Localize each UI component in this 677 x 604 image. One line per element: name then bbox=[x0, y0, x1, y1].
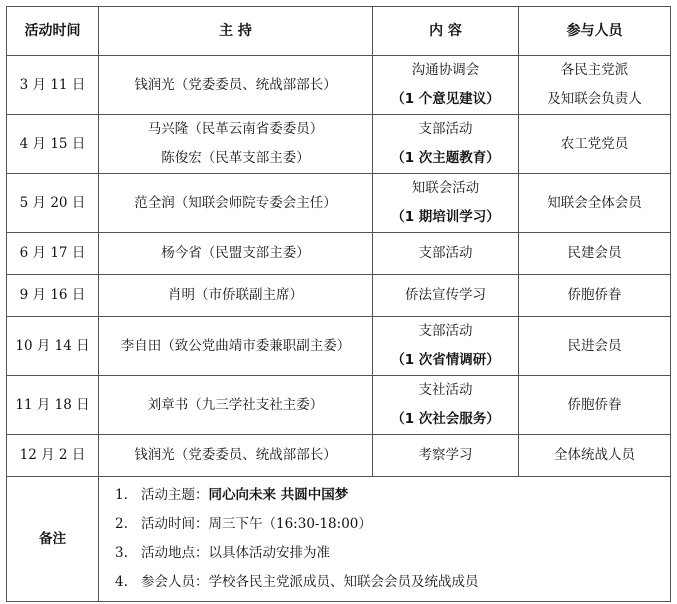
cell-content bbox=[373, 435, 519, 477]
cell-participants bbox=[519, 233, 671, 275]
cell-participants bbox=[519, 275, 671, 317]
cell-content-line: 支部活动 bbox=[418, 323, 473, 339]
cell-host bbox=[99, 56, 373, 115]
cell-host bbox=[99, 376, 373, 435]
cell-participants-line: 各民主党派 bbox=[560, 62, 629, 78]
cell-date: 12 月 2 日 bbox=[7, 435, 99, 477]
cell-content bbox=[373, 317, 519, 376]
cell-content bbox=[373, 115, 519, 174]
cell-participants bbox=[519, 115, 671, 174]
cell-participants-line: 侨胞侨眷 bbox=[567, 287, 622, 303]
activity-table bbox=[6, 6, 671, 602]
cell-content bbox=[373, 275, 519, 317]
remarks-row bbox=[7, 477, 671, 602]
table-row bbox=[7, 435, 671, 477]
remark-item: 2. 活动时间：周三下午（16:30-18:00） bbox=[115, 516, 372, 532]
table-row bbox=[7, 174, 671, 233]
cell-host bbox=[99, 174, 373, 233]
cell-participants bbox=[519, 174, 671, 233]
cell-host-line: 陈俊宏（民革支部主委） bbox=[161, 150, 310, 166]
table-row bbox=[7, 56, 671, 115]
remarks-list bbox=[99, 477, 671, 602]
cell-participants-line: 农工党党员 bbox=[560, 135, 629, 152]
cell-host-line: 钱润光（党委委员、统战部部长） bbox=[134, 447, 337, 463]
cell-date: 4 月 15 日 bbox=[7, 115, 99, 174]
cell-participants-line: 侨胞侨眷 bbox=[567, 396, 622, 413]
cell-date: 5 月 20 日 bbox=[7, 174, 99, 233]
cell-date: 6 月 17 日 bbox=[7, 233, 99, 275]
table-body bbox=[7, 56, 671, 477]
cell-participants bbox=[519, 435, 671, 477]
cell-host-line: 刘章书（九三学社支社主委） bbox=[147, 396, 324, 413]
cell-date: 10 月 14 日 bbox=[7, 317, 99, 376]
table-row bbox=[7, 317, 671, 376]
cell-participants bbox=[519, 317, 671, 376]
cell-content-line: （1 次社会服务） bbox=[391, 411, 500, 427]
header-host: 主 持 bbox=[99, 7, 373, 56]
cell-date: 9 月 16 日 bbox=[7, 275, 99, 317]
header-date: 活动时间 bbox=[7, 7, 99, 56]
cell-host-line: 李自田（致公党曲靖市委兼职副主委） bbox=[120, 337, 351, 354]
remark-theme-value: 同心向未来 共圆中国梦 bbox=[208, 487, 349, 503]
cell-date: 11 月 18 日 bbox=[7, 376, 99, 435]
header-content: 内 容 bbox=[373, 7, 519, 56]
cell-content bbox=[373, 174, 519, 233]
cell-content bbox=[373, 376, 519, 435]
cell-content-line: 考察学习 bbox=[418, 447, 473, 463]
cell-content-line: 侨法宣传学习 bbox=[405, 287, 486, 303]
table-row bbox=[7, 376, 671, 435]
cell-content bbox=[373, 56, 519, 115]
cell-participants bbox=[519, 376, 671, 435]
cell-content-line: （1 个意见建议） bbox=[391, 91, 500, 107]
cell-host-line: 肖明（市侨联副主席） bbox=[168, 287, 303, 303]
cell-content-line: （1 次主题教育） bbox=[391, 150, 500, 166]
cell-content-line: 支部活动 bbox=[418, 121, 473, 137]
cell-content-line: 支社活动 bbox=[418, 382, 473, 398]
cell-host bbox=[99, 275, 373, 317]
cell-content-line: （1 次省情调研） bbox=[391, 352, 500, 368]
cell-content-line: 知联会活动 bbox=[411, 180, 480, 196]
cell-participants-line: 民建会员 bbox=[567, 245, 622, 261]
cell-host-line: 马兴隆（民革云南省委委员） bbox=[147, 121, 324, 137]
remark-item: 1. 活动主题：同心向未来 共圆中国梦 bbox=[115, 487, 349, 503]
header-participants: 参与人员 bbox=[519, 7, 671, 56]
cell-host-line: 杨今省（民盟支部主委） bbox=[161, 245, 310, 261]
table-row bbox=[7, 275, 671, 317]
header-row bbox=[7, 7, 671, 56]
cell-participants-line: 民进会员 bbox=[567, 337, 622, 354]
cell-content-line: （1 期培训学习） bbox=[391, 209, 500, 225]
cell-host bbox=[99, 233, 373, 275]
table-row bbox=[7, 233, 671, 275]
table-row bbox=[7, 115, 671, 174]
cell-content-line: 支部活动 bbox=[418, 245, 473, 261]
remark-item: 4. 参会人员：学校各民主党派成员、知联会会员及统战成员 bbox=[115, 574, 479, 590]
remark-item: 3. 活动地点：以具体活动安排为准 bbox=[115, 545, 330, 561]
cell-date: 3 月 11 日 bbox=[7, 56, 99, 115]
cell-content-line: 沟通协调会 bbox=[411, 62, 480, 78]
cell-host bbox=[99, 317, 373, 376]
cell-host bbox=[99, 115, 373, 174]
cell-participants-line: 全体统战人员 bbox=[554, 447, 635, 463]
cell-content bbox=[373, 233, 519, 275]
cell-host-line: 钱润光（党委委员、统战部部长） bbox=[134, 76, 337, 93]
cell-participants-line: 知联会全体会员 bbox=[547, 194, 642, 211]
cell-host-line: 范全润（知联会师院专委会主任） bbox=[134, 194, 337, 211]
remarks-label: 备注 bbox=[7, 477, 99, 602]
cell-participants bbox=[519, 56, 671, 115]
cell-participants-line: 及知联会负责人 bbox=[547, 91, 642, 107]
cell-host bbox=[99, 435, 373, 477]
